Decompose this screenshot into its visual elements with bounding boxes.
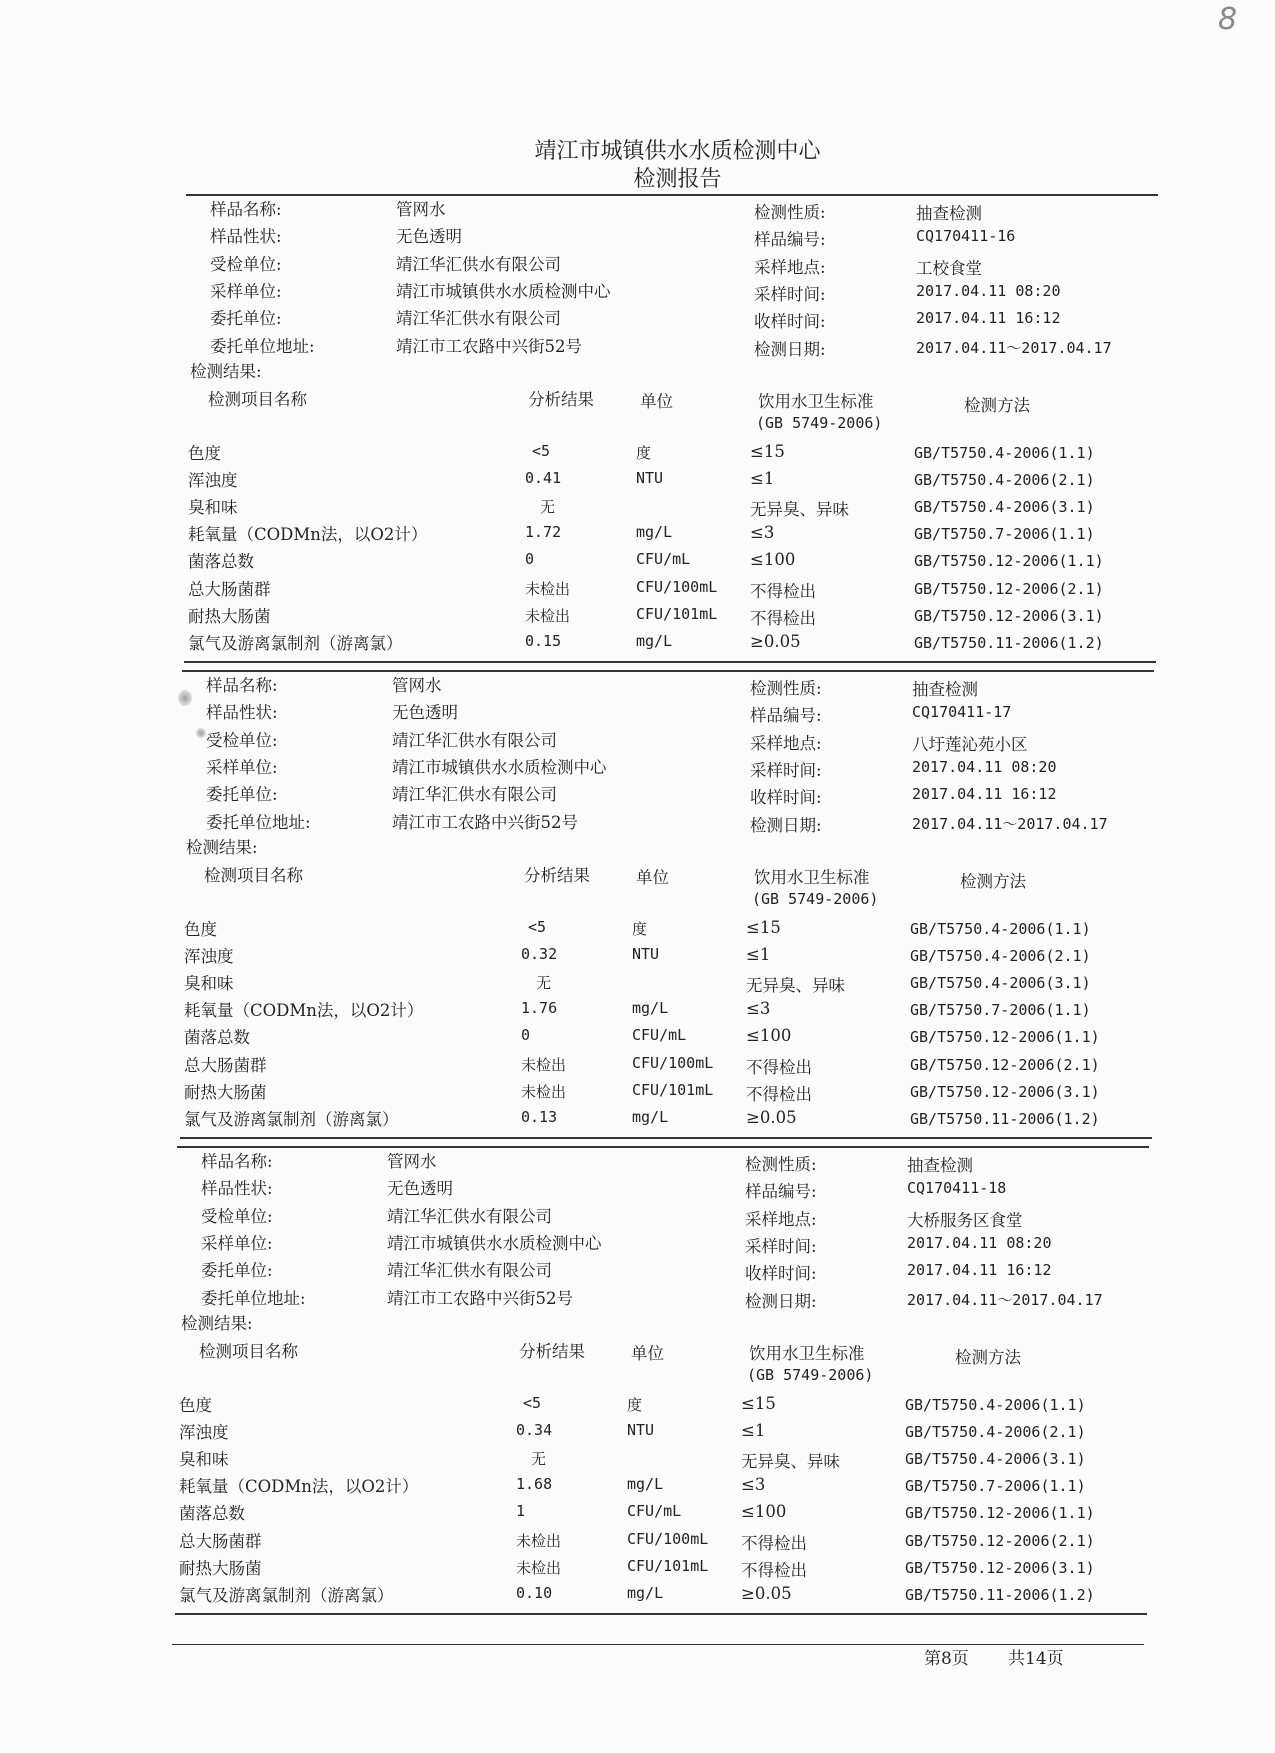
- row-result: 1.76: [521, 999, 558, 1018]
- scan-smudge: [178, 690, 192, 706]
- sample-bottom-rule: [184, 661, 1156, 663]
- info-label-inspected-unit: 受检单位:: [210, 254, 282, 274]
- info-value-sampling-time: 2017.04.11 08:20: [912, 757, 1057, 776]
- info-value-sample-name: 管网水: [392, 676, 442, 695]
- row-unit: mg/L: [636, 523, 673, 542]
- info-value-test-type: 抽查检测: [916, 204, 982, 223]
- sample-top-rule: [177, 1146, 1149, 1148]
- header-method: 检测方法: [960, 872, 1026, 891]
- row-method: GB/T5750.12-2006(3.1): [914, 606, 1104, 625]
- sample-top-rule: [186, 194, 1158, 196]
- row-method: GB/T5750.12-2006(2.1): [914, 579, 1104, 598]
- info-value-client-unit: 靖江华汇供水有限公司: [392, 785, 557, 805]
- row-standard: ≤3: [750, 523, 775, 543]
- info-label-sample-name: 样品名称:: [201, 1152, 273, 1171]
- header-result: 分析结果: [528, 390, 594, 409]
- header-standard-code: (GB 5749-2006): [756, 414, 883, 432]
- row-method: GB/T5750.4-2006(1.1): [905, 1396, 1086, 1414]
- info-label-receiving-time: 收样时间:: [745, 1264, 817, 1284]
- row-result: 1.68: [516, 1475, 553, 1494]
- info-label-test-date: 检测日期:: [750, 815, 822, 835]
- row-method: GB/T5750.4-2006(3.1): [914, 498, 1095, 517]
- row-method: GB/T5750.4-2006(2.1): [910, 947, 1091, 966]
- row-result: 未检出: [516, 1558, 562, 1577]
- row-item: 浑浊度: [188, 471, 238, 491]
- header-unit: 单位: [640, 392, 673, 411]
- row-method: GB/T5750.7-2006(1.1): [914, 525, 1095, 544]
- info-label-test-type: 检测性质:: [745, 1155, 817, 1174]
- row-result: 无: [531, 1450, 547, 1469]
- header-standard: 饮用水卫生标准: [754, 868, 870, 887]
- row-result: 0.10: [516, 1583, 553, 1602]
- row-item: 色度: [184, 920, 217, 939]
- header-item: 检测项目名称: [208, 390, 307, 409]
- row-standard: 不得检出: [741, 1560, 807, 1580]
- row-item: 浑浊度: [179, 1423, 229, 1443]
- row-item: 耐热大肠菌: [188, 606, 271, 626]
- row-result: 未检出: [525, 579, 571, 598]
- info-value-sampling-unit: 靖江市城镇供水水质检测中心: [387, 1233, 602, 1253]
- results-label: 检测结果:: [181, 1314, 253, 1333]
- header-item: 检测项目名称: [199, 1342, 298, 1361]
- row-unit: NTU: [632, 945, 660, 964]
- row-standard: 不得检出: [746, 1057, 812, 1077]
- row-result: 0.32: [521, 945, 558, 964]
- row-item: 菌落总数: [188, 552, 254, 572]
- row-item: 氯气及游离氯制剂（游离氯）: [179, 1585, 394, 1605]
- row-method: GB/T5750.12-2006(1.1): [910, 1028, 1100, 1047]
- row-standard: ≤1: [750, 469, 775, 489]
- row-item: 氯气及游离氯制剂（游离氯）: [184, 1109, 399, 1129]
- row-result: 未检出: [516, 1531, 562, 1550]
- row-unit: CFU/100mL: [632, 1053, 714, 1072]
- info-label-sampling-time: 采样时间:: [754, 284, 826, 304]
- footer-total-pages: 共14页: [1008, 1649, 1064, 1669]
- info-label-test-date: 检测日期:: [754, 339, 826, 359]
- row-standard: ≤1: [746, 945, 771, 965]
- row-unit: 度: [632, 920, 648, 938]
- header-method: 检测方法: [964, 396, 1030, 415]
- row-result: 0: [525, 550, 535, 569]
- row-item: 浑浊度: [184, 947, 234, 967]
- row-method: GB/T5750.12-2006(2.1): [905, 1531, 1095, 1550]
- row-standard: 无异臭、异味: [746, 976, 845, 996]
- info-value-sample-state: 无色透明: [396, 227, 462, 247]
- results-label: 检测结果:: [186, 838, 258, 857]
- header-method: 检测方法: [955, 1348, 1021, 1367]
- row-result: <5: [523, 1394, 542, 1412]
- report-title: 检测报告: [633, 167, 722, 192]
- row-unit: NTU: [636, 469, 664, 488]
- row-method: GB/T5750.4-2006(1.1): [914, 444, 1095, 462]
- row-item: 耗氧量（CODMn法，以O2计）: [179, 1477, 419, 1497]
- row-item: 耐热大肠菌: [184, 1082, 267, 1102]
- row-standard: ≤100: [750, 550, 796, 570]
- info-value-sampling-time: 2017.04.11 08:20: [907, 1233, 1052, 1252]
- info-label-receiving-time: 收样时间:: [750, 788, 822, 808]
- info-label-client-unit: 委托单位:: [210, 309, 282, 329]
- info-value-sample-no: CQ170411-17: [912, 703, 1012, 722]
- row-unit: 度: [636, 444, 652, 462]
- header-item: 检测项目名称: [204, 866, 303, 885]
- row-result: 无: [540, 498, 556, 517]
- header-standard: 饮用水卫生标准: [758, 392, 874, 411]
- row-result: 无: [536, 974, 552, 993]
- info-label-test-date: 检测日期:: [745, 1291, 817, 1311]
- row-item: 色度: [179, 1396, 212, 1415]
- row-standard: ≥0.05: [750, 631, 801, 651]
- row-item: 总大肠菌群: [188, 579, 271, 599]
- row-method: GB/T5750.12-2006(3.1): [905, 1558, 1095, 1577]
- info-label-client-unit: 委托单位:: [206, 785, 278, 805]
- row-item: 耗氧量（CODMn法，以O2计）: [188, 525, 428, 545]
- footer-divider: [172, 1644, 1144, 1645]
- header-result: 分析结果: [524, 866, 590, 885]
- row-result: 0.13: [521, 1107, 558, 1126]
- sample-bottom-rule: [180, 1137, 1152, 1139]
- info-value-receiving-time: 2017.04.11 16:12: [916, 309, 1061, 328]
- row-standard: 不得检出: [741, 1533, 807, 1553]
- info-label-sampling-site: 采样地点:: [754, 257, 826, 277]
- row-method: GB/T5750.4-2006(3.1): [905, 1450, 1086, 1469]
- sample-top-rule: [182, 670, 1154, 672]
- row-unit: CFU/101mL: [636, 604, 718, 623]
- row-result: 1.72: [525, 523, 562, 542]
- row-method: GB/T5750.12-2006(1.1): [914, 552, 1104, 571]
- row-unit: CFU/mL: [636, 550, 691, 569]
- row-unit: mg/L: [632, 1107, 669, 1126]
- row-item: 臭和味: [179, 1450, 229, 1470]
- info-value-sampling-unit: 靖江市城镇供水水质检测中心: [392, 757, 607, 777]
- row-item: 色度: [188, 444, 221, 463]
- info-label-sample-name: 样品名称:: [210, 200, 282, 219]
- info-value-client-address: 靖江市工农路中兴街52号: [396, 336, 582, 356]
- info-value-sampling-site: 工校食堂: [916, 258, 982, 278]
- row-item: 菌落总数: [179, 1504, 245, 1524]
- info-label-receiving-time: 收样时间:: [754, 312, 826, 332]
- info-value-test-type: 抽查检测: [912, 680, 978, 699]
- row-result: 未检出: [521, 1082, 567, 1101]
- footer-page-number: 第8页: [924, 1649, 969, 1669]
- row-result: 0.15: [525, 631, 562, 650]
- row-item: 耗氧量（CODMn法，以O2计）: [184, 1001, 424, 1021]
- sample-bottom-rule: [175, 1613, 1147, 1615]
- row-unit: 度: [627, 1396, 643, 1414]
- row-standard: ≤3: [741, 1475, 766, 1495]
- info-label-sampling-unit: 采样单位:: [210, 281, 282, 301]
- row-unit: mg/L: [627, 1475, 664, 1494]
- row-result: 未检出: [525, 606, 571, 625]
- row-unit: CFU/100mL: [627, 1529, 709, 1548]
- row-standard: ≤100: [741, 1502, 787, 1522]
- row-standard: ≥0.05: [746, 1107, 797, 1127]
- info-label-sample-state: 样品性状:: [210, 227, 282, 247]
- info-value-test-date: 2017.04.11～2017.04.17: [912, 814, 1108, 833]
- info-value-test-type: 抽查检测: [907, 1156, 973, 1175]
- handwritten-page-mark: 8: [1218, 2, 1238, 37]
- row-item: 总大肠菌群: [184, 1055, 267, 1075]
- info-value-sampling-site: 八圩莲沁苑小区: [912, 734, 1028, 754]
- row-unit: CFU/101mL: [632, 1080, 714, 1099]
- results-label: 检测结果:: [190, 362, 262, 381]
- row-unit: mg/L: [636, 631, 673, 650]
- info-value-inspected-unit: 靖江华汇供水有限公司: [396, 254, 561, 274]
- info-label-client-unit: 委托单位:: [201, 1261, 273, 1281]
- row-item: 耐热大肠菌: [179, 1558, 262, 1578]
- info-label-sample-no: 样品编号:: [750, 706, 822, 726]
- info-label-sample-name: 样品名称:: [206, 676, 278, 695]
- row-unit: mg/L: [632, 999, 669, 1018]
- row-method: GB/T5750.12-2006(1.1): [905, 1504, 1095, 1523]
- info-label-sampling-site: 采样地点:: [745, 1209, 817, 1229]
- row-method: GB/T5750.4-2006(1.1): [910, 920, 1091, 938]
- row-item: 臭和味: [184, 974, 234, 994]
- info-label-sampling-site: 采样地点:: [750, 733, 822, 753]
- header-standard-code: (GB 5749-2006): [752, 890, 879, 908]
- info-label-client-address: 委托单位地址:: [206, 812, 311, 832]
- row-result: <5: [528, 918, 547, 936]
- row-standard: 不得检出: [750, 608, 816, 628]
- row-method: GB/T5750.4-2006(3.1): [910, 974, 1091, 993]
- row-method: GB/T5750.11-2006(1.2): [910, 1109, 1100, 1128]
- info-label-test-type: 检测性质:: [750, 679, 822, 698]
- row-standard: ≤3: [746, 999, 771, 1019]
- info-value-sampling-unit: 靖江市城镇供水水质检测中心: [396, 281, 611, 301]
- info-value-receiving-time: 2017.04.11 16:12: [912, 785, 1057, 804]
- info-value-client-address: 靖江市工农路中兴街52号: [387, 1288, 573, 1308]
- info-value-sample-state: 无色透明: [392, 703, 458, 723]
- row-item: 总大肠菌群: [179, 1531, 262, 1551]
- info-label-sampling-time: 采样时间:: [750, 760, 822, 780]
- row-method: GB/T5750.7-2006(1.1): [905, 1477, 1086, 1496]
- row-item: 菌落总数: [184, 1028, 250, 1048]
- row-item: 氯气及游离氯制剂（游离氯）: [188, 633, 403, 653]
- header-standard-code: (GB 5749-2006): [747, 1366, 874, 1384]
- info-value-inspected-unit: 靖江华汇供水有限公司: [392, 730, 557, 750]
- scan-smudge: [196, 728, 206, 738]
- header-standard: 饮用水卫生标准: [749, 1344, 865, 1363]
- info-label-sampling-unit: 采样单位:: [206, 757, 278, 777]
- info-label-sample-state: 样品性状:: [201, 1179, 273, 1199]
- row-standard: ≤15: [746, 918, 781, 937]
- info-value-inspected-unit: 靖江华汇供水有限公司: [387, 1206, 552, 1226]
- row-method: GB/T5750.12-2006(2.1): [910, 1055, 1100, 1074]
- row-standard: 无异臭、异味: [741, 1452, 840, 1472]
- info-label-inspected-unit: 受检单位:: [206, 730, 278, 750]
- info-label-client-address: 委托单位地址:: [201, 1288, 306, 1308]
- info-value-test-date: 2017.04.11～2017.04.17: [916, 338, 1112, 357]
- row-result: 1: [516, 1502, 526, 1521]
- info-label-sample-state: 样品性状:: [206, 703, 278, 723]
- info-value-test-date: 2017.04.11～2017.04.17: [907, 1290, 1103, 1309]
- info-label-inspected-unit: 受检单位:: [201, 1206, 273, 1226]
- header-result: 分析结果: [519, 1342, 585, 1361]
- info-label-sample-no: 样品编号:: [754, 230, 826, 250]
- row-standard: ≤100: [746, 1026, 792, 1046]
- row-standard: ≤15: [750, 442, 785, 461]
- info-value-sample-state: 无色透明: [387, 1179, 453, 1199]
- header-unit: 单位: [636, 868, 669, 887]
- row-standard: 无异臭、异味: [750, 500, 849, 520]
- row-unit: CFU/mL: [632, 1026, 687, 1045]
- info-value-sample-name: 管网水: [387, 1152, 437, 1171]
- info-value-sample-name: 管网水: [396, 200, 446, 219]
- row-method: GB/T5750.4-2006(2.1): [905, 1423, 1086, 1442]
- row-method: GB/T5750.11-2006(1.2): [914, 633, 1104, 652]
- info-label-test-type: 检测性质:: [754, 203, 826, 222]
- row-unit: CFU/101mL: [627, 1556, 709, 1575]
- header-unit: 单位: [631, 1344, 664, 1363]
- row-method: GB/T5750.12-2006(3.1): [910, 1082, 1100, 1101]
- info-label-sampling-time: 采样时间:: [745, 1236, 817, 1256]
- info-value-client-address: 靖江市工农路中兴街52号: [392, 812, 578, 832]
- info-value-sampling-time: 2017.04.11 08:20: [916, 281, 1061, 300]
- info-value-client-unit: 靖江华汇供水有限公司: [396, 309, 561, 329]
- row-result: 0.34: [516, 1421, 553, 1440]
- row-standard: 不得检出: [750, 581, 816, 601]
- info-value-receiving-time: 2017.04.11 16:12: [907, 1261, 1052, 1280]
- info-label-client-address: 委托单位地址:: [210, 336, 315, 356]
- info-value-sample-no: CQ170411-16: [916, 227, 1016, 246]
- report-title-org: 靖江市城镇供水水质检测中心: [534, 139, 821, 164]
- row-standard: ≥0.05: [741, 1583, 792, 1603]
- row-method: GB/T5750.7-2006(1.1): [910, 1001, 1091, 1020]
- info-label-sample-no: 样品编号:: [745, 1182, 817, 1202]
- row-result: 0.41: [525, 469, 562, 488]
- row-method: GB/T5750.11-2006(1.2): [905, 1585, 1095, 1604]
- row-standard: ≤1: [741, 1421, 766, 1441]
- row-standard: 不得检出: [746, 1084, 812, 1104]
- info-value-sampling-site: 大桥服务区食堂: [907, 1210, 1023, 1230]
- info-value-sample-no: CQ170411-18: [907, 1179, 1007, 1198]
- row-unit: CFU/100mL: [636, 577, 718, 596]
- info-label-sampling-unit: 采样单位:: [201, 1233, 273, 1253]
- row-result: 未检出: [521, 1055, 567, 1074]
- row-standard: ≤15: [741, 1394, 776, 1413]
- row-unit: mg/L: [627, 1583, 664, 1602]
- row-result: <5: [532, 442, 551, 460]
- row-result: 0: [521, 1026, 531, 1045]
- row-unit: CFU/mL: [627, 1502, 682, 1521]
- row-unit: NTU: [627, 1421, 655, 1440]
- row-method: GB/T5750.4-2006(2.1): [914, 471, 1095, 490]
- row-item: 臭和味: [188, 498, 238, 518]
- info-value-client-unit: 靖江华汇供水有限公司: [387, 1261, 552, 1281]
